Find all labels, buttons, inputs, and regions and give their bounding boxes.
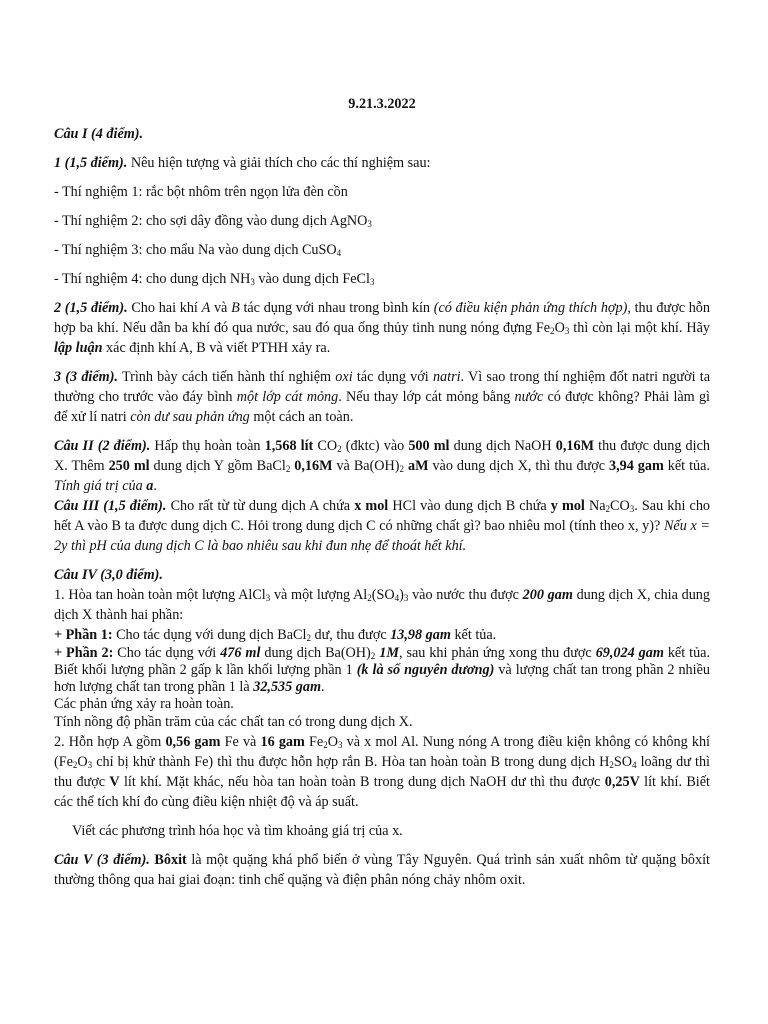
question-1-heading: Câu I (4 điểm). [54,126,144,142]
question-2: Câu II (2 điểm). Hấp thụ hoàn toàn 1,568 lít $CO_2$ (đktc) vào 500 ml dung dịch NaOH 0,16M thu được dung dịch X. Thêm 250 ml dung dịch Y gồm BaCl$_2$ 0,16M và $Ba(OH)_2$ aM vào dung dịch X, thì thu được 3,94 gam kết tủa. Tính giá trị của a. [54,438,710,494]
question-4-note: Các phản ứng xảy ra hoàn toàn. [54,696,234,712]
question-1-1: 1 (1,5 điểm). Nêu hiện tượng và giải thích cho các thí nghiệm sau: [54,155,431,171]
exam-document [54,90,710,899]
question-1-2: 2 (1,5 điểm). Cho hai khí A và B tác dụng với nhau trong bình kín (có điều kiện phản ứng thích hợp), thu được hỗn hợp ba khí. Nếu dẫn ba khí đó qua nước, sau đó qua ống thủy tinh nung nóng đựng $Fe_2O_3$ thì còn lại một khí. Hãy lập luận xác định khí A, B và viết PTHH xảy ra. [54,300,710,356]
question-4-task: Tính nồng độ phần trăm của các chất tan có trong dung dịch X. [54,714,413,730]
experiment-1: - Thí nghiệm 1: rắc bột nhôm trên ngọn lửa đèn cồn [54,184,348,200]
question-4-part-2: 2. Hỗn hợp A gồm 0,56 gam Fe và 16 gam $Fe_2O_3$ và x mol Al. Nung nóng A trong điều kiện không có không khí ($Fe_2O_3$ chỉ bị khử thành Fe) thì thu được hỗn hợp rắn B. Hòa tan hoàn toàn B trong dung dịch $H_2SO_4$ loãng dư thì thu được V lít khí. Mặt khác, nếu hòa tan hoàn toàn B trong dung dịch NaOH dư thì thu được 0,25V lít khí. Biết các thể tích khí đo cùng điều kiện nhiệt độ và áp suất. [54,734,710,810]
question-1-3: 3 (3 điểm). Trình bày cách tiến hành thí nghiệm oxi tác dụng với natri. Vì sao trong thí nghiệm đốt natri người ta thường cho trước vào đáy bình một lớp cát mỏng. Nếu thay lớp cát mỏng bằng nước có được không? Phải làm gì để xử lí natri còn dư sau phản ứng một cách an toàn. [54,369,711,425]
document-date-title: 9.21.3.2022 [348,96,416,112]
experiment-4: - Thí nghiệm 4: cho dung dịch $NH_3$ vào dung dịch FeCl$_3$ [54,271,375,287]
question-4-heading: Câu IV (3,0 điểm). [54,567,163,583]
question-5: Câu V (3 điểm). Bôxit là một quặng khá phổ biến ở vùng Tây Nguyên. Quá trình sản xuất nhôm từ quặng bôxít thường thông qua hai giai đoạn: tinh chế quặng và điện phân nóng chảy nhôm oxit. [54,852,710,888]
question-3: Câu III (1,5 điểm). Cho rất từ từ dung dịch A chứa x mol HCl vào dung dịch B chứa y mol $Na_2CO_3$. Sau khi cho hết A vào B ta được dung dịch C. Hỏi trong dung dịch C có những chất gì? bao nhiêu mol (tính theo x, y)? Nếu x = 2y thì pH của dung dịch C là bao nhiêu sau khi đun nhẹ để thoát hết khí. [54,498,711,554]
question-4-part-1: 1. Hòa tan hoàn toàn một lượng AlCl$_3$ và một lượng $Al_2(SO_4)_3$ vào nước thu được 200 gam dung dịch X, chia dung dịch X thành hai phần: [54,587,710,623]
experiment-3: - Thí nghiệm 3: cho mẩu Na vào dung dịch CuSO$_4$ [54,242,342,258]
experiment-2: - Thí nghiệm 2: cho sợi dây đồng vào dung dịch AgNO$_3$ [54,213,372,229]
question-4-part-2-task: Viết các phương trình hóa học và tìm khoảng giá trị của x. [72,823,403,839]
question-4-portion-1: + Phần 1: Cho tác dụng với dung dịch BaCl$_2$ dư, thu được 13,98 gam kết tủa. [54,627,497,643]
question-4-portion-2: + Phần 2: Cho tác dụng với 476 ml dung dịch $Ba(OH)_2$ 1M, sau khi phản ứng xong thu được 69,024 gam kết tủa. Biết khối lượng phần 2 gấp k lần khối lượng phần 1 (k là số nguyên dương) và lượng chất tan trong phần 2 nhiều hơn lượng chất tan trong phần 1 là 32,535 gam. [54,645,711,695]
